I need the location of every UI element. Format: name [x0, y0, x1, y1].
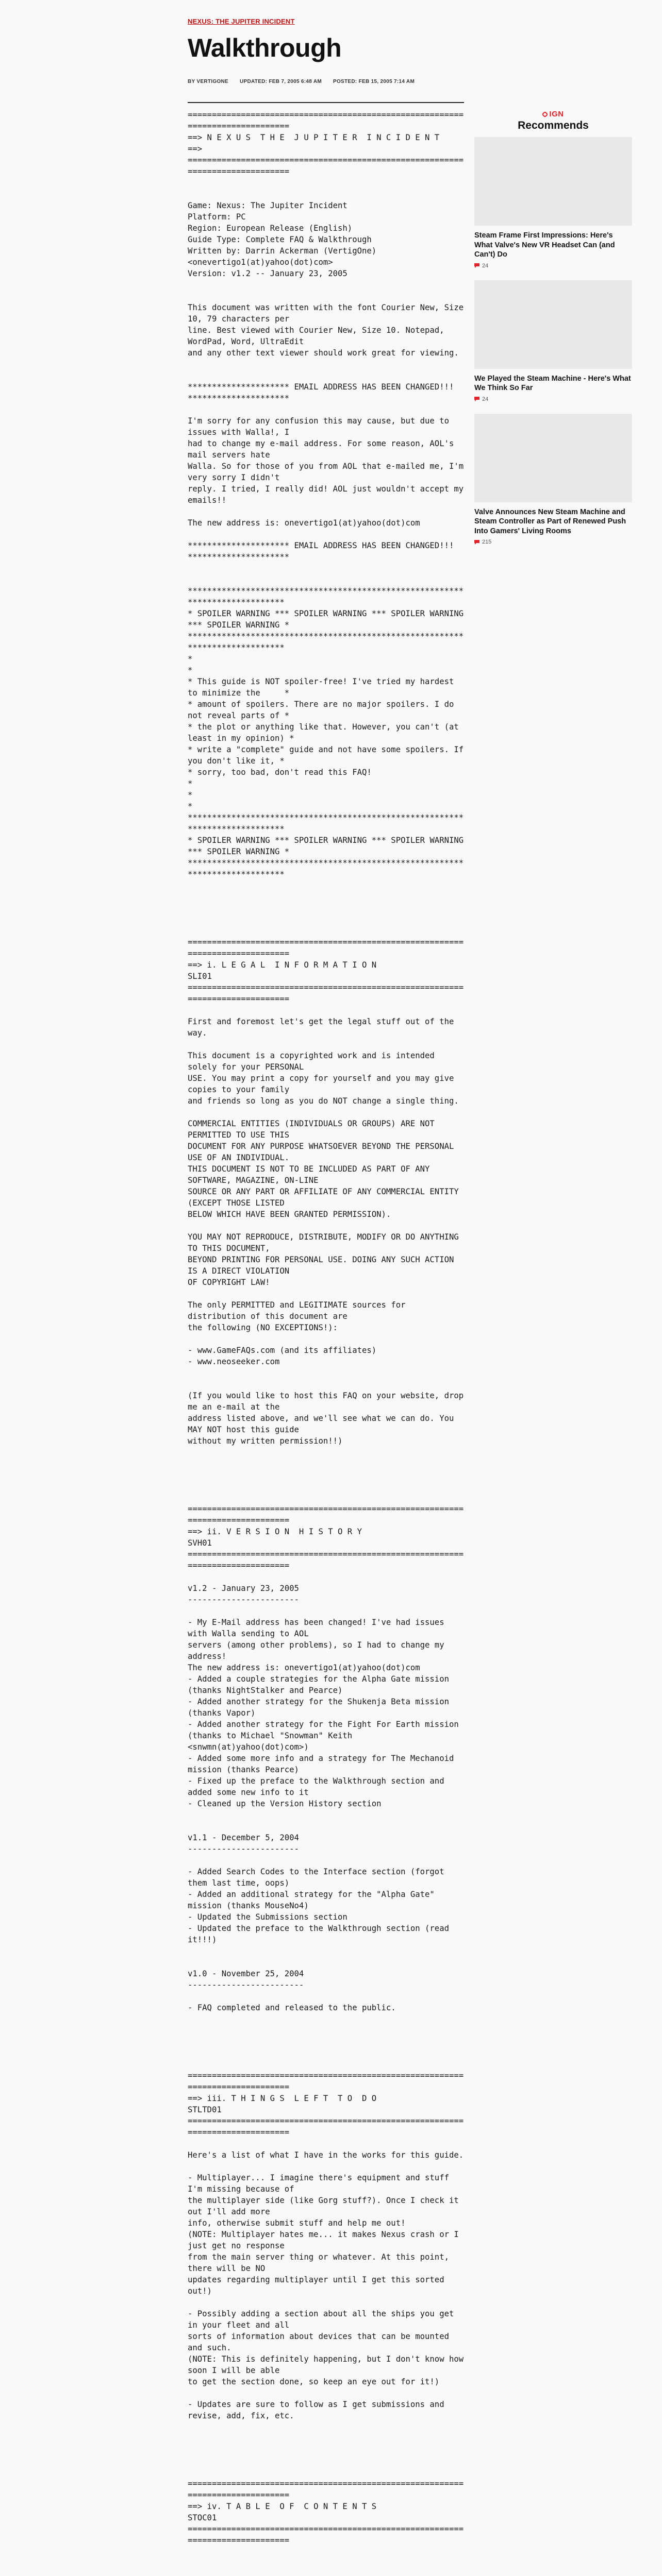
- recommends-heading: Recommends: [518, 120, 589, 131]
- posted-date: POSTED: FEB 15, 2005 7:14 AM: [333, 79, 415, 84]
- comment-icon: [474, 263, 479, 268]
- brand-text: IGN: [549, 110, 564, 118]
- comment-count: 215: [482, 539, 492, 545]
- recommend-card[interactable]: [474, 280, 632, 402]
- recommend-card[interactable]: [474, 137, 632, 269]
- guide-text: ============================================================================== ==> N E X U S T H E J U P I T E R I N C I D E N T ==> ============================================================================== Game: Nexus: The Jupiter Incident Platform: PC Region: European Release (English) Guide Type: Complete FAQ & Walkthrough Written by: Darrin Ackerman (VertigOne) <onevertigo1(at)yahoo(dot)com> Version: v1.2 -- January 23, 2005 This document was written with the font Courier New, Size 10, 79 characters per line. Best viewed with Courier New, Size 10. Notepad, WordPad, Word, UltraEdit and any other text viewer should work great for viewing. ********************* EMAIL ADDRESS HAS BEEN CHANGED!!! ********************* I'm sorry for any confusion this may cause, but due to issues with Walla!, I had to change my e-mail address. For some reason, AOL's mail servers hate Walla. So for those of you from AOL that e-mailed me, I'm very sorry I didn't reply. I tried, I really did! AOL just wouldn't accept my emails!! The new address is: onevertigo1(at)yahoo(dot)com ********************* EMAIL ADDRESS HAS BEEN CHANGED!!! ********************* ***************************************************************************** * SPOILER WARNING *** SPOILER WARNING *** SPOILER WARNING *** SPOILER WARNING * ***************************************************************************** * * * This guide is NOT spoiler-free! I've tried my hardest to minimize the * * amount of spoilers. There are no major spoilers. I do not reveal parts of * * the plot or anything like that. However, you can't (at least in my opinion) * * write a "complete" guide and not have some spoilers. If you don't like it, * * sorry, too bad, don't read this FAQ! * * * ***************************************************************************** * SPOILER WARNING *** SPOILER WARNING *** SPOILER WARNING *** SPOILER WARNING * ***************************************************************************** ============================================================================== ==> i. L E G A L I N F O R M A T I O N SLI01 ============================================================================== First and foremost let's get the legal stuff out of the way. This document is a copyrighted work and is intended solely for your PERSONAL USE. You may print a copy for yourself and you may give copies to your family and friends so long as you do NOT change a single thing. COMMERCIAL ENTITIES (INDIVIDUALS OR GROUPS) ARE NOT PERMITTED TO USE THIS DOCUMENT FOR ANY PURPOSE WHATSOEVER BEYOND THE PERSONAL USE OF AN INDIVIDUAL. THIS DOCUMENT IS NOT TO BE INCLUDED AS PART OF ANY SOFTWARE, MAGAZINE, ON-LINE SOURCE OR ANY PART OR AFFILIATE OF ANY COMMERCIAL ENTITY (EXCEPT THOSE LISTED BELOW WHICH HAVE BEEN GRANTED PERMISSION). YOU MAY NOT REPRODUCE, DISTRIBUTE, MODIFY OR DO ANYTHING TO THIS DOCUMENT, BEYOND PRINTING FOR PERSONAL USE. DOING ANY SUCH ACTION IS A DIRECT VIOLATION OF COPYRIGHT LAW! The only PERMITTED and LEGITIMATE sources for distribution of this document are the following (NO EXCEPTIONS!): - www.GameFAQs.com (and its affiliates) - www.neoseeker.com (If you would like to host this FAQ on your website, drop me an e-mail at the address listed above, and we'll see what we can do. You MAY NOT host this guide without my written permission!!) ============================================================================== ==> ii. V E R S I O N H I S T O R Y SVH01 ============================================================================== v1.2 - January 23, 2005 ----------------------- - My E-Mail address has been changed! I've had issues with Walla sending to AOL servers (among other problems), so I had to change my address! The new address is: onevertigo1(at)yahoo(dot)com - Added a couple strategies for the Alpha Gate mission (thanks NightStalker and Pearce) - Added another strategy for the Shukenja Beta mission (thanks Vapor) - Added another strategy for the Fight For Earth mission (thanks to Michael "Snowman" Keith <snwmn(at)yahoo(dot)com>) - Added some more info and a strategy for The Mechanoid mission (thanks Pearce) - Fixed up the preface to the Walkthrough section and added some new info to it - Cleaned up the Version History section v1.1 - December 5, 2004 ----------------------- - Added Search Codes to the Interface section (forgot them last time, oops) - Added an additional strategy for the "Alpha Gate" mission (thanks MouseNo4) - Updated the Submissions section - Updated the preface to the Walkthrough section (read it!!!) v1.0 - November 25, 2004 ------------------------ - FAQ completed and released to the public. ============================================================================== ==> iii. T H I N G S L E F T T O D O STLTD01 ============================================================================== Here's a list of what I have in the works for this guide. - Multiplayer... I imagine there's equipment and stuff I'm missing because of the multiplayer side (like Gorg stuff?). Once I check it out I'll add more info, otherwise submit stuff and help me out! (NOTE: Multiplayer hates me... it makes Nexus crash or I just get no response from the main server thing or whatever. At this point, there will be NO updates regarding multiplayer until I get this sorted out!) - Possibly adding a section about all the ships you get in your fleet and all sorts of information about devices that can be mounted and such. (NOTE: This is definitely happening, but I don't know how soon I will be able to get the section done, so keep an eye out for it!) - Updates are sure to follow as I get submissions and revise, add, fix, etc. ============================================================================== ==> iv. T A B L E O F C O N T E N T S STOC01 ==============================================================================: [188, 110, 464, 2545]
- recommends-sidebar: [474, 110, 632, 556]
- card-title[interactable]: Valve Announces New Steam Machine and Steam Controller as Part of Renewed Push Into Gamers' Living Rooms: [474, 507, 626, 535]
- header-divider: [188, 102, 464, 103]
- comment-count: 24: [482, 262, 489, 269]
- card-thumbnail[interactable]: [474, 137, 632, 226]
- comment-count: 24: [482, 396, 489, 402]
- card-comments: [474, 263, 632, 269]
- comment-icon: [474, 540, 479, 545]
- updated-date: UPDATED: FEB 7, 2005 6:48 AM: [240, 79, 322, 84]
- comment-icon: [474, 397, 479, 401]
- ign-mark-icon: [542, 112, 548, 117]
- page-title: Walkthrough: [188, 33, 342, 62]
- card-title[interactable]: We Played the Steam Machine - Here's What We Think So Far: [474, 374, 631, 392]
- card-thumbnail[interactable]: [474, 280, 632, 369]
- card-thumbnail[interactable]: [474, 414, 632, 502]
- ign-logo[interactable]: [474, 110, 632, 118]
- byline[interactable]: BY VERTIGONE: [188, 79, 228, 84]
- card-comments: [474, 396, 632, 402]
- card-title[interactable]: Steam Frame First Impressions: Here's What Valve's New VR Headset Can (and Can't) Do: [474, 231, 615, 259]
- article-header: [188, 18, 476, 84]
- article-meta: [188, 79, 476, 84]
- recommend-card[interactable]: [474, 414, 632, 546]
- breadcrumb[interactable]: NEXUS: THE JUPITER INCIDENT: [188, 18, 295, 25]
- card-comments: [474, 539, 632, 545]
